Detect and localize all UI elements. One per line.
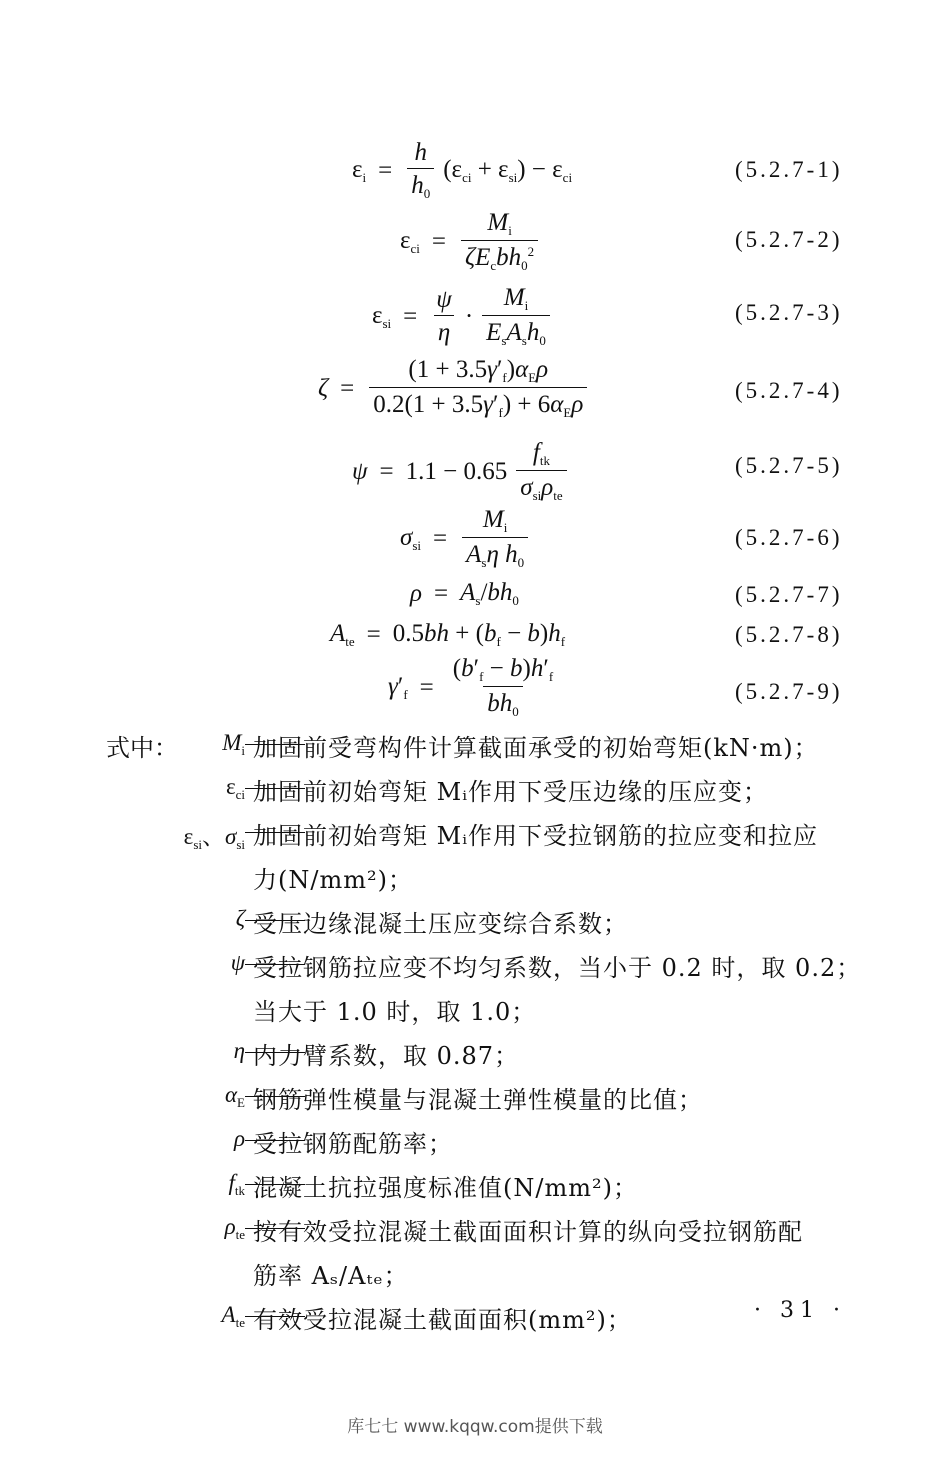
equation-number: (5.2.7-8) [735,622,843,647]
definition-item: ζ 受压边缘混凝土压应变综合系数； [235,906,628,938]
equation-number: (5.2.7-9) [735,679,843,704]
definition-item: $\varepsilon_{ci}$ 加固前初始弯矩 Mᵢ作用下受压边缘的压应变； [225,774,769,806]
defs-prefix: 式中： [106,734,178,762]
symbol-definitions [0,722,950,1338]
definition-item: $f_{tk}$ 混凝土抗拉强度标准值(N/mm²)； [228,1170,638,1202]
equation-number: (5.2.7-5) [735,453,843,478]
equation-number: (5.2.7-7) [735,582,843,607]
definition-continuation: 力(N/mm²)； [253,866,413,894]
definition-continuation: 当大于 1.0 时，取 1.0； [253,998,537,1026]
definition-item: η 内力臂系数，取 0.87； [233,1038,520,1070]
definition-item: $\alpha_E$ 钢筋弹性模量与混凝土弹性模量的比值； [224,1082,703,1114]
page: $\varepsilon_i$ = $\frac{h}{h_0}$ $(\varepsilon_{ci} + \varepsilon_{si}) - \varepsilon_{ci}$ (5.2.7-1) $\varepsilon_{ci}$ = $\frac{M_i}{\zeta E_cbh_0^2}$ (5.2.7-2) $\varepsilon_{si}$ = $\frac{\psi}{\eta}$ · $\frac{M_i}{E_sA_sh_0}$ (5.2.7-3) ζ = $\frac{(1 + 3.5\gamma'_f)\alpha_E\rho}{0.2(1 + 3.5\gamma'_f) + 6\alpha_E\rho}$ (5.2.7-4) ψ = 1.1 − 0.65 $\frac{f_{tk}}{\sigma_{si}\rho_{te}}$ (5.2.7-5) $\sigma_{si}$ = $\frac{M_i}{A_s\eta h_0}$ (5.2.7-6) ρ = $A_s/bh_0$ (5.2.7-7) $A_{te}$ = $0.5bh + (b_f - b)h_f$ (5.2.7-8) $\gamma'_f$ = $\frac{(b'_f - b)h'_f}{bh_0}$ (5.2.7-9) 式中： $M_i$ 加固前受弯构件计算截面承受的初始弯矩(kN·m)； $\varepsilon_{ci}$ 加固前初始弯矩 Mᵢ作用下受压边缘的压应变； $\varepsilon_{si}$、$\sigma_{si}$ 加固前初始弯矩 Mᵢ作用下受拉钢筋的拉应变和拉应 力(N/mm²)； ζ 受压边缘混凝土压应变综合系数； ψ 受拉钢筋拉应变不均匀系数，当小于 0.2 时，取 0.2； 当大于 1.0 时，取 1.0； η 内力臂系数，取 0.87； $\alpha_E$ 钢筋弹性模量与混凝土弹性模量的比值； ρ 受拉钢筋配筋率； $f_{tk}$ 混凝土抗拉强度标准值(N/mm²)； $\rho_{te}$ 按有效受拉混凝土截面面积计算的纵向受拉钢筋配 筋率 Aₛ/Aₜₑ； $A_{te}$ 有效受拉混凝土截面面积(mm²)； · 31 · 库七七 www.kqqw.com提供下载 [0,0,950,1462]
definition-item: 式中： $M_i$ 加固前受弯构件计算截面承受的初始弯矩(kN·m)； [106,730,819,762]
definition-item: ψ 受拉钢筋拉应变不均匀系数，当小于 0.2 时，取 0.2； [230,950,862,982]
watermark-footer: 库七七 www.kqqw.com提供下载 [347,1417,603,1437]
definition-item: $A_{te}$ 有效受拉混凝土截面面积(mm²)； [221,1302,632,1334]
definition-item: $\rho_{te}$ 按有效受拉混凝土截面面积计算的纵向受拉钢筋配 [224,1214,803,1246]
equation-number: (5.2.7-4) [735,378,843,403]
definition-item: ρ 受拉钢筋配筋率； [233,1126,453,1158]
equation-number: (5.2.7-2) [735,227,843,252]
page-number: · 31 · [754,1298,846,1323]
equation-number: (5.2.7-3) [735,300,843,325]
definition-continuation: 筋率 Aₛ/Aₜₑ； [253,1262,409,1290]
equation-number: (5.2.7-6) [735,525,843,550]
equation-number: (5.2.7-1) [735,157,843,182]
definition-item: $\varepsilon_{si}$、$\sigma_{si}$ 加固前初始弯矩 Mᵢ作用下受拉钢筋的拉应变和拉应 [183,822,819,852]
